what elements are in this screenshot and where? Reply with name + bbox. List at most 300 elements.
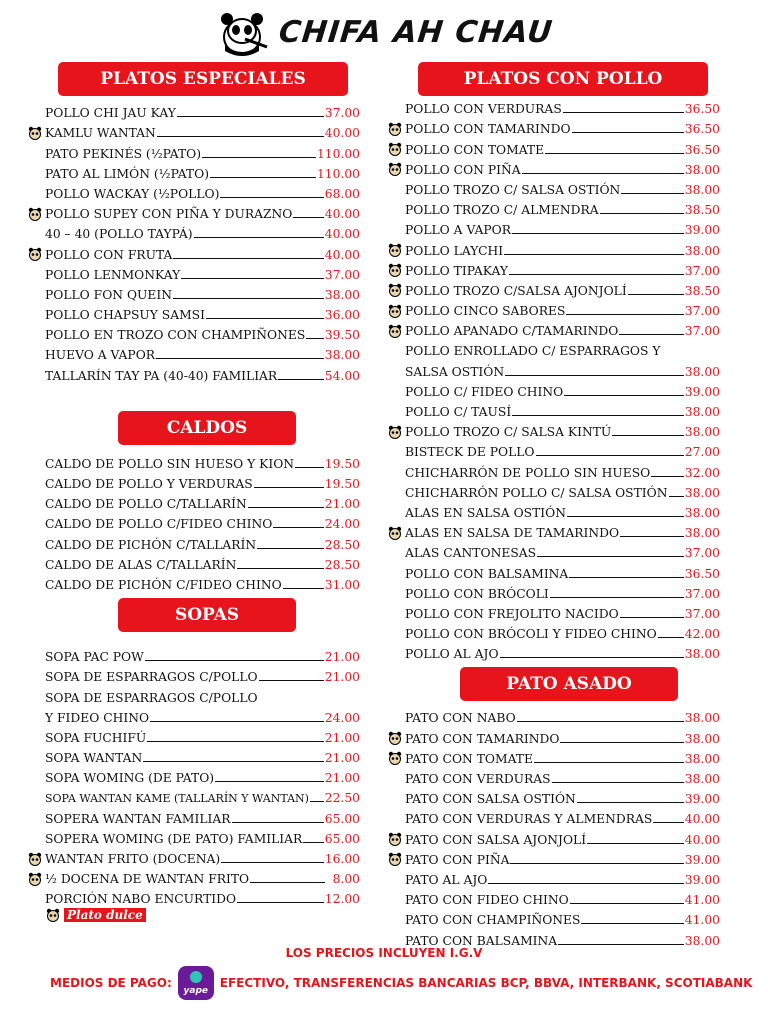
list-caldos xyxy=(28,451,360,592)
section-title-caldos: CALDOS xyxy=(118,411,296,445)
menu-item xyxy=(388,766,720,786)
menu-item xyxy=(28,322,360,342)
menu-item-name: POLLO WACKAY (½POLLO) xyxy=(45,186,220,201)
menu-item xyxy=(388,867,720,887)
menu-item xyxy=(388,907,720,927)
menu-item-price: 37.00 xyxy=(684,606,720,621)
menu-item xyxy=(28,725,360,745)
leader-line xyxy=(237,568,323,569)
menu-item-name: ½ DOCENA DE WANTAN FRITO xyxy=(45,872,250,887)
menu-item xyxy=(28,100,360,120)
icon-spacer xyxy=(388,606,405,621)
panda-icon xyxy=(388,731,405,746)
panda-icon xyxy=(388,121,405,136)
menu-item xyxy=(28,846,360,866)
menu-item xyxy=(28,531,360,551)
icon-spacer xyxy=(28,750,45,765)
menu-item xyxy=(388,459,720,479)
menu-item-name: Y FIDEO CHINO xyxy=(45,710,150,725)
leader-line xyxy=(202,157,316,158)
menu-item-name: POLLO CON PIÑA xyxy=(405,162,521,177)
leader-line xyxy=(563,112,684,113)
icon-spacer xyxy=(28,456,45,471)
menu-item-name: PATO CON FIDEO CHINO xyxy=(405,893,569,908)
menu-item-name: SOPA DE ESPARRAGOS C/POLLO xyxy=(45,690,258,705)
menu-item-name: POLLO A VAPOR xyxy=(405,223,512,238)
leader-line xyxy=(572,132,684,133)
menu-item xyxy=(388,887,720,907)
menu-item xyxy=(388,298,720,318)
menu-item-price: 37.00 xyxy=(684,586,720,601)
list-platos-con-pollo xyxy=(388,96,720,661)
menu-item-price: 38.00 xyxy=(684,647,720,662)
leader-line xyxy=(173,258,323,259)
leader-line xyxy=(147,741,324,742)
menu-item-name: KAMLU WANTAN xyxy=(45,126,156,141)
list-platos-especiales xyxy=(28,100,360,383)
menu-item-name: PATO CON SALSA AJONJOLÍ xyxy=(405,832,587,847)
icon-spacer xyxy=(28,287,45,302)
payment-row xyxy=(0,966,768,1000)
leader-line xyxy=(512,233,684,234)
menu-item xyxy=(28,302,360,322)
icon-spacer xyxy=(388,872,405,887)
menu-item xyxy=(388,197,720,217)
panda-icon xyxy=(28,247,45,262)
icon-spacer xyxy=(28,831,45,846)
icon-spacer xyxy=(28,166,45,181)
icon-spacer xyxy=(388,364,405,379)
icon-spacer xyxy=(388,912,405,927)
leader-line xyxy=(283,588,324,589)
leader-line xyxy=(248,507,324,508)
panda-icon xyxy=(388,525,405,540)
icon-spacer xyxy=(388,222,405,237)
icon-spacer xyxy=(28,516,45,531)
menu-item xyxy=(388,278,720,298)
menu-item-name: POLLO CON VERDURAS xyxy=(405,102,562,117)
menu-item xyxy=(28,705,360,725)
menu-item xyxy=(28,552,360,572)
leader-line xyxy=(220,197,323,198)
menu-item xyxy=(28,471,360,491)
icon-spacer xyxy=(28,496,45,511)
menu-item-name: POLLO C/ TAUSÍ xyxy=(405,405,512,419)
menu-item xyxy=(28,745,360,765)
leader-line xyxy=(181,278,324,279)
menu-item xyxy=(388,217,720,237)
menu-item xyxy=(388,560,720,580)
menu-item xyxy=(28,161,360,181)
menu-item-price: 38.00 xyxy=(684,243,720,258)
leader-line xyxy=(306,338,323,339)
leader-line xyxy=(620,536,684,537)
menu-item-name: POLLO TROZO C/ SALSA KINTÚ xyxy=(405,425,612,440)
icon-spacer xyxy=(28,730,45,745)
footer xyxy=(0,946,768,1000)
menu-item-price: 21.00 xyxy=(324,497,360,512)
menu-item-price: 36.00 xyxy=(324,308,360,323)
leader-line xyxy=(173,298,324,299)
menu-item xyxy=(388,705,720,725)
leader-line xyxy=(210,177,316,178)
menu-item-price: 38.00 xyxy=(684,772,720,786)
menu-item-name: POLLO TROZO C/SALSA AJONJOLÍ xyxy=(405,283,627,298)
menu-item-name: POLLO TROZO C/ ALMENDRA xyxy=(405,203,599,218)
leader-line xyxy=(303,842,323,843)
leader-line xyxy=(257,548,324,549)
icon-spacer xyxy=(28,146,45,161)
panda-icon xyxy=(388,424,405,439)
menu-item-name: POLLO CINCO SABORES xyxy=(405,304,566,319)
icon-spacer xyxy=(388,811,405,826)
menu-item-name: SOPERA WOMING (DE PATO) FAMILIAR xyxy=(45,831,303,846)
menu-item-name: PATO CON TAMARINDO xyxy=(405,731,560,746)
leader-line xyxy=(567,516,684,517)
menu-item-name: POLLO CON TOMATE xyxy=(405,142,545,157)
menu-item-price: 40.00 xyxy=(684,832,720,847)
menu-item xyxy=(28,826,360,846)
icon-spacer xyxy=(388,444,405,459)
menu-item xyxy=(28,201,360,221)
leader-line xyxy=(587,843,684,844)
menu-item-price: 38.00 xyxy=(684,405,720,419)
menu-item-price: 37.00 xyxy=(324,106,360,121)
menu-item xyxy=(28,511,360,531)
payment-label: MEDIOS DE PAGO: xyxy=(50,976,172,990)
menu-item-price: 38.00 xyxy=(324,348,360,363)
icon-spacer xyxy=(28,307,45,322)
panda-icon xyxy=(388,323,405,338)
menu-item xyxy=(388,621,720,641)
icon-spacer xyxy=(28,577,45,592)
menu-item xyxy=(28,765,360,785)
menu-item xyxy=(388,746,720,766)
menu-item-price: 40.00 xyxy=(684,812,720,827)
menu-item xyxy=(388,237,720,257)
leader-line xyxy=(509,274,684,275)
menu-item-price: 110.00 xyxy=(316,146,360,161)
section-title-sopas: SOPAS xyxy=(118,598,296,632)
menu-item-name: SOPA WANTAN KAME (TALLARÍN Y WANTAN) xyxy=(45,792,309,806)
leader-line xyxy=(273,527,323,528)
menu-item-name: PATO AL AJO xyxy=(405,872,488,887)
menu-item-price: 38.00 xyxy=(684,485,720,500)
menu-item xyxy=(28,684,360,704)
leader-line xyxy=(512,415,684,416)
icon-spacer xyxy=(388,710,405,725)
menu-item-price: 31.00 xyxy=(324,577,360,592)
list-sopas xyxy=(28,644,360,906)
menu-item-name: ALAS EN SALSA DE TAMARINDO xyxy=(405,526,620,541)
icon-spacer xyxy=(388,485,405,500)
leader-line xyxy=(620,617,684,618)
menu-item xyxy=(28,644,360,664)
menu-item xyxy=(388,581,720,601)
leader-line xyxy=(237,902,324,903)
panda-icon xyxy=(28,125,45,140)
icon-spacer xyxy=(388,646,405,661)
menu-item-name: SOPERA WANTAN FAMILIAR xyxy=(45,811,231,826)
menu-item xyxy=(28,664,360,684)
menu-item-name: POLLO LENMONKAY xyxy=(45,267,181,282)
leader-line xyxy=(221,862,324,863)
icon-spacer xyxy=(28,557,45,572)
menu-item-price: 36.50 xyxy=(684,566,720,581)
icon-spacer xyxy=(388,566,405,581)
leader-line xyxy=(259,680,324,681)
menu-item xyxy=(28,886,360,906)
leader-line xyxy=(488,883,683,884)
menu-item xyxy=(28,572,360,592)
menu-item-name: PATO CON CHAMPIÑONES xyxy=(405,913,581,928)
panda-icon xyxy=(388,832,405,847)
leader-line xyxy=(215,781,324,782)
icon-spacer xyxy=(28,649,45,664)
menu-item-price: 37.00 xyxy=(684,304,720,319)
menu-item-name: POLLO SUPEY CON PIÑA Y DURAZNO xyxy=(45,207,293,222)
leader-line xyxy=(278,379,324,380)
leader-line xyxy=(612,435,684,436)
menu-item-name: POLLO CON FREJOLITO NACIDO xyxy=(405,606,619,621)
menu-item-name: PATO AL LIMÓN (½PATO) xyxy=(45,166,210,181)
icon-spacer xyxy=(388,771,405,786)
panda-icon xyxy=(388,303,405,318)
leader-line xyxy=(522,173,684,174)
menu-item-name: CHICHARRÓN POLLO C/ SALSA OSTIÓN xyxy=(405,485,668,500)
leader-line xyxy=(510,863,683,864)
menu-item-price: 22.50 xyxy=(324,791,360,806)
menu-item-name: PATO CON VERDURAS Y ALMENDRAS xyxy=(405,812,653,827)
menu-item xyxy=(28,181,360,201)
menu-item-price: 65.00 xyxy=(324,811,360,826)
icon-spacer xyxy=(388,465,405,480)
menu-item xyxy=(388,725,720,745)
icon-spacer xyxy=(28,811,45,826)
menu-item xyxy=(28,140,360,160)
menu-item-name: SOPA WANTAN xyxy=(45,751,143,766)
leader-line xyxy=(651,476,684,477)
menu-item xyxy=(28,282,360,302)
menu-item xyxy=(388,116,720,136)
menu-item-name: SALSA OSTIÓN xyxy=(405,364,505,379)
menu-item-name: CALDO DE PICHÓN C/FIDEO CHINO xyxy=(45,577,282,592)
leader-line xyxy=(577,802,684,803)
icon-spacer xyxy=(388,384,405,399)
right-column xyxy=(388,62,720,948)
panda-logo-icon xyxy=(215,5,269,59)
leader-line xyxy=(254,487,324,488)
menu-item-name: POLLO APANADO C/TAMARINDO xyxy=(405,324,619,339)
menu-item-price: 38.00 xyxy=(684,751,720,766)
menu-item-price: 37.00 xyxy=(324,267,360,282)
menu-item-price: 21.00 xyxy=(324,730,360,745)
leader-line xyxy=(537,556,684,557)
menu-item-name: POLLO EN TROZO CON CHAMPIÑONES xyxy=(45,328,306,343)
menu-item-name: CALDO DE ALAS C/TALLARÍN xyxy=(45,557,237,572)
icon-spacer xyxy=(28,186,45,201)
section-title-pato-asado: PATO ASADO xyxy=(460,667,678,701)
icon-spacer xyxy=(28,770,45,785)
icon-spacer xyxy=(388,892,405,907)
menu-item-name: PATO CON SALSA OSTIÓN xyxy=(405,792,576,807)
leader-line xyxy=(545,153,684,154)
menu-item xyxy=(388,338,720,358)
menu-item-name: POLLO ENROLLADO C/ ESPARRAGOS Y xyxy=(405,344,661,359)
panda-icon xyxy=(388,751,405,766)
menu-item xyxy=(28,362,360,382)
icon-spacer xyxy=(28,790,45,805)
menu-item xyxy=(388,177,720,197)
menu-item-price: 16.00 xyxy=(324,852,360,866)
panda-icon xyxy=(46,908,60,922)
menu-item-price: 39.00 xyxy=(684,223,720,238)
icon-spacer xyxy=(388,202,405,217)
menu-item xyxy=(388,318,720,338)
menu-item-price: 38.00 xyxy=(684,162,720,177)
leader-line xyxy=(619,334,683,335)
menu-item-name: POLLO CON FRUTA xyxy=(45,247,173,262)
icon-spacer xyxy=(388,545,405,560)
leader-line xyxy=(570,903,684,904)
menu-item-name: POLLO CON TAMARINDO xyxy=(405,122,571,137)
menu-item xyxy=(388,540,720,560)
menu-item-name: POLLO AL AJO xyxy=(405,647,499,662)
menu-item-price: 21.00 xyxy=(324,670,360,685)
leader-line xyxy=(293,217,323,218)
menu-item-price: 110.00 xyxy=(316,166,360,181)
menu-item xyxy=(388,641,720,661)
menu-item-price: 38.00 xyxy=(684,182,720,197)
menu-item-name: CALDO DE POLLO SIN HUESO Y KION xyxy=(45,456,295,471)
menu-item-price: 24.00 xyxy=(324,710,360,725)
leader-line xyxy=(628,294,684,295)
menu-item xyxy=(388,258,720,278)
menu-item-name: PATO CON BALSAMINA xyxy=(405,933,558,948)
menu-item-price: 38.00 xyxy=(684,731,720,746)
menu-item-name: CALDO DE POLLO Y VERDURAS xyxy=(45,477,253,491)
menu-item-price: 38.50 xyxy=(684,283,720,298)
menu-item xyxy=(388,601,720,621)
menu-item-name: POLLO LAYCHI xyxy=(405,243,504,258)
menu-item xyxy=(28,241,360,261)
menu-item-price: 19.50 xyxy=(324,456,360,471)
menu-item-price: 54.00 xyxy=(324,368,360,383)
menu-item-price: 40.00 xyxy=(324,126,360,141)
menu-item-price: 42.00 xyxy=(684,627,720,642)
panda-icon xyxy=(28,871,45,886)
menu-item-price: 37.00 xyxy=(684,263,720,278)
menu-item-price: 68.00 xyxy=(324,186,360,201)
leader-line xyxy=(534,762,684,763)
leader-line xyxy=(206,318,324,319)
menu-item-name: WANTAN FRITO (DOCENA) xyxy=(45,852,221,866)
leader-line xyxy=(569,577,683,578)
leader-line xyxy=(232,822,324,823)
menu-item-price: 21.00 xyxy=(324,751,360,766)
menu-item-price: 37.00 xyxy=(684,324,720,339)
icon-spacer xyxy=(388,505,405,520)
icon-spacer xyxy=(28,327,45,342)
menu-item xyxy=(28,342,360,362)
menu-item-price: 38.00 xyxy=(684,933,720,948)
menu-item-price: 28.50 xyxy=(324,537,360,552)
menu-item xyxy=(388,96,720,116)
menu-item-name: POLLO TIPAKAY xyxy=(405,263,508,278)
menu-item-price: 36.50 xyxy=(684,122,720,137)
panda-icon xyxy=(388,243,405,258)
menu-item xyxy=(388,847,720,867)
menu-item-name: SOPA DE ESPARRAGOS C/POLLO xyxy=(45,670,258,685)
menu-item-price: 39.00 xyxy=(684,872,720,887)
menu-item-price: 38.00 xyxy=(684,505,720,520)
icon-spacer xyxy=(28,891,45,906)
leader-line xyxy=(295,467,324,468)
icon-spacer xyxy=(28,267,45,282)
menu-item xyxy=(388,379,720,399)
brand-name: CHIFA AH CHAU xyxy=(277,14,555,50)
menu-item-name: SOPA PAC POW xyxy=(45,650,144,665)
menu-item-price: 27.00 xyxy=(684,445,720,460)
payment-methods: EFECTIVO, TRANSFERENCIAS BANCARIAS BCP, BBVA, INTERBANK, SCOTIABANK xyxy=(219,976,753,990)
menu-item-price: 38.00 xyxy=(684,526,720,541)
menu-item-price: 41.00 xyxy=(684,893,720,908)
icon-spacer xyxy=(28,710,45,725)
menu-item-price: 38.00 xyxy=(324,287,360,302)
icon-spacer xyxy=(28,226,45,241)
icon-spacer xyxy=(388,626,405,641)
icon-spacer xyxy=(28,105,45,120)
menu-item xyxy=(388,927,720,947)
menu-item-price: 39.00 xyxy=(684,792,720,807)
panda-icon xyxy=(388,142,405,157)
menu-item-name: CALDO DE POLLO C/FIDEO CHINO xyxy=(45,517,273,532)
icon-spacer xyxy=(28,368,45,383)
menu-item-price: 39.50 xyxy=(324,328,360,343)
menu-item-name: BISTECK DE POLLO xyxy=(405,445,535,460)
menu-item-name: POLLO FON QUEIN xyxy=(45,287,172,302)
menu-item-price: 21.00 xyxy=(324,771,360,786)
list-pato-asado xyxy=(388,705,720,947)
leader-line xyxy=(552,782,684,783)
leader-line xyxy=(658,637,684,638)
icon-spacer xyxy=(388,343,405,358)
menu-item-price: 38.00 xyxy=(684,425,720,440)
menu-item-name: ALAS CANTONESAS xyxy=(405,546,537,561)
menu-item-name: SOPA FUCHIFÚ xyxy=(45,730,147,745)
yape-label: yape xyxy=(183,986,209,996)
menu-item-name: POLLO CON BRÓCOLI Y FIDEO CHINO xyxy=(405,627,657,642)
menu-item xyxy=(388,358,720,378)
panda-icon xyxy=(388,283,405,298)
menu-item-price: 32.00 xyxy=(684,465,720,480)
panda-icon xyxy=(28,206,45,221)
icon-spacer xyxy=(388,182,405,197)
icon-spacer xyxy=(28,690,45,705)
leader-line xyxy=(558,944,684,945)
menu-item xyxy=(28,451,360,471)
legend xyxy=(46,908,360,922)
menu-item-name: POLLO TROZO C/ SALSA OSTIÓN xyxy=(405,182,621,197)
menu-item-price: 39.00 xyxy=(684,384,720,399)
menu-item-price: 19.50 xyxy=(324,477,360,491)
yape-logo-icon xyxy=(178,966,214,1000)
menu-item-price: 8.00 xyxy=(332,872,360,887)
leader-line xyxy=(505,375,684,376)
menu-item xyxy=(388,806,720,826)
menu-item-price: 28.50 xyxy=(324,557,360,572)
menu-item-price: 40.00 xyxy=(324,227,360,242)
